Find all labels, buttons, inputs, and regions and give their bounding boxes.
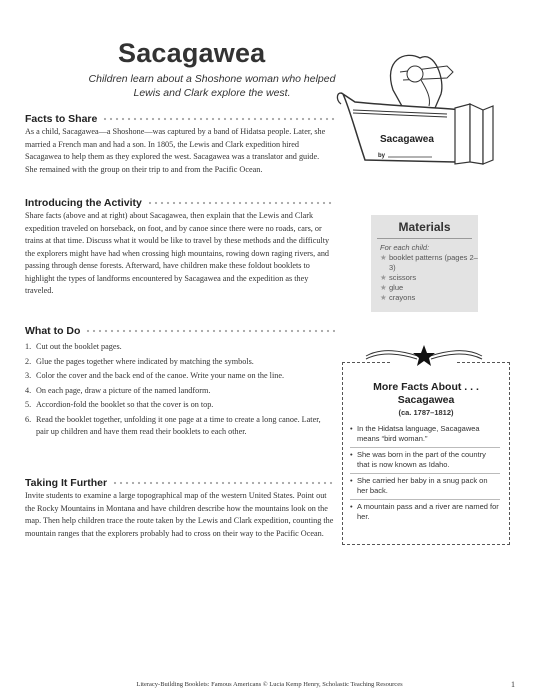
canoe-illustration	[335, 50, 495, 180]
footer-credit: Literacy-Building Booklets: Famous Americans © Lucia Kemp Henry, Scholastic Teaching Resources	[136, 681, 403, 688]
materials-item: ★ crayons	[380, 293, 416, 302]
dotted-rule	[85, 328, 335, 334]
fact-item: • A mountain pass and a river are named for her.	[350, 502, 499, 521]
todo-heading	[25, 324, 335, 338]
todo-heading-label: What to Do	[25, 325, 81, 337]
further-heading-label: Taking It Further	[25, 477, 108, 489]
materials-item: ★ glue	[380, 283, 404, 292]
step-item: 2. Glue the pages together where indicated by matching the symbols.	[25, 356, 254, 366]
step-item: 4. On each page, draw a picture of the named landform.	[25, 385, 211, 395]
more-facts-dates: (ca. 1787–1812)	[398, 408, 454, 417]
star-banner-icon	[362, 343, 486, 369]
fact-item: • She carried her baby in a snug pack on her back.	[350, 474, 500, 500]
star-icon: ★	[380, 293, 387, 302]
facts-heading-label: Facts to Share	[25, 113, 98, 125]
cover-title: Sacagawea	[380, 134, 434, 145]
page-title: Sacagawea	[118, 38, 266, 68]
activity-body: Share facts (above and at right) about Sacagawea, then explain that the Lewis and Clark expedition traveled on horseback, on foot, and by canoe since there were no roads, cars, or trains at that time. Discuss what it would be like to travel by these methods and the difficulty the explorers might have had when crossing high mountains, rowing down raging rivers, and passing through dense forests. Afterward, have children make these foldout booklets to highlight the types of landforms encountered by Sacagawea and the expedition as they traveled.	[25, 211, 330, 295]
materials-box	[371, 215, 478, 312]
fact-item: • She was born in the part of the country that is now known as Idaho.	[350, 448, 500, 474]
star-icon: ★	[380, 253, 387, 262]
star-icon: ★	[380, 283, 387, 292]
more-facts-heading-line2: Sacagawea	[397, 394, 455, 406]
more-facts-heading-line1: More Facts About . . .	[373, 381, 479, 393]
fact-item: • In the Hidatsa language, Sacagawea means “bird woman.”	[350, 422, 500, 448]
steps-list	[25, 341, 335, 441]
dotted-rule	[147, 200, 335, 206]
further-body: Invite students to examine a large topographical map of the western United States. Point out the Rocky Mountains in Montana and have children describe how the mountains look on the map. Then help children trace the route taken by the Lewis and Clark expedition, counting the mountain ranges that the explorers probably had to cross on their way to the Pacific Ocean.	[25, 491, 334, 538]
step-item: 5. Accordion-fold the booklet so that the cover is on top.	[25, 400, 214, 409]
materials-heading: Materials	[377, 220, 472, 239]
further-heading	[25, 476, 335, 490]
step-item: 3. Color the cover and the back end of the canoe. Write your name on the line.	[25, 371, 285, 380]
activity-heading-label: Introducing the Activity	[25, 197, 142, 209]
materials-list	[380, 253, 478, 303]
page-subtitle: Children learn about a Shoshone woman who helped Lewis and Clark explore the west.	[88, 73, 336, 99]
activity-heading	[25, 196, 335, 210]
step-item: 6. Read the booklet together, unfolding it one page at a time to create a long canoe. Later, pair up children and have them read their booklets to each other.	[25, 414, 321, 436]
more-facts-list	[350, 422, 500, 525]
materials-item: ★ booklet patterns (pages 2–3)	[380, 253, 478, 272]
dotted-rule	[112, 480, 335, 486]
dotted-rule	[102, 116, 335, 122]
step-item: 1. Cut out the booklet pages.	[25, 342, 122, 351]
more-facts-heading	[342, 381, 510, 407]
facts-heading	[25, 112, 335, 126]
star-icon: ★	[380, 273, 387, 282]
facts-body: As a child, Sacagawea—a Shoshone—was captured by a band of Hidatsa people. Later, she married a French man and had a son. In 1805, the Lewis and Clark expedition hired Sacagawea to help them as they explored the west. Sacagawea was a translator and guide. She remained with the group on their trip to and from the Pacific Ocean.	[25, 127, 326, 174]
materials-subheading: For each child:	[380, 243, 430, 252]
cover-by-label: by	[378, 153, 386, 159]
page-number: 1	[511, 680, 515, 689]
materials-item: ★ scissors	[380, 273, 417, 282]
